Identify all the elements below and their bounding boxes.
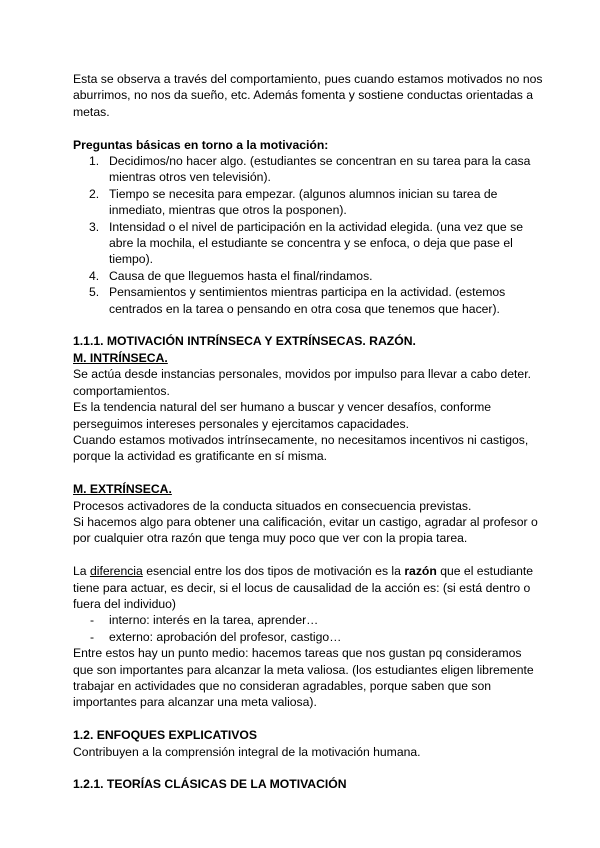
extrinseca-line: Procesos activadores de la conducta situados en consecuencia previstas. (73, 498, 472, 513)
extrinseca-line: Si hacemos algo para obtener una calificación, evitar un castigo, agradar al profesor o por cualquier otra razón que tenga muy poco que ver con la propia tarea. (73, 514, 538, 546)
section-heading-12: 1.2. ENFOQUES EXPLICATIVOS (73, 728, 257, 743)
section-heading-121: 1.2.1. TEORÍAS CLÁSICAS DE LA MOTIVACIÓN (73, 777, 347, 792)
document-page (73, 71, 543, 793)
list-item: - interno: interés en la tarea, aprender… (90, 613, 319, 628)
intrinseca-line: Se actúa desde instancias personales, movidos por impulso para llevar a cabo deter. comportamientos. (73, 367, 531, 398)
razon-word: razón (404, 564, 437, 579)
list-item: 1. Decidimos/no hacer algo. (estudiantes se concentran en su tarea para la casa mientras otros ven televisión). (89, 154, 531, 185)
difference-word: diferencia (89, 564, 143, 579)
difference-paragraph: La diferencia esencial entre los dos tipos de motivación es la razón que el estudiante tiene para actuar, es decir, si el locus de causalidad de la acción es: (si está dentro o fuera del individuo) (73, 564, 534, 611)
intrinseca-line: Cuando estamos motivados intrínsecamente, no necesitamos incentivos ni castigos, porque la actividad es gratificante en sí misma. (73, 432, 529, 464)
closing-paragraph: Entre estos hay un punto medio: hacemos tareas que nos gustan pq consideramos que son importantes para alcanzar la meta valiosa. (los estudiantes eligen libremente trabajar en actividades que no consideran agradables, porque saben que son importantes para alcanzar una meta valiosa). (73, 646, 534, 710)
list-item: 5. Pensamientos y sentimientos mientras participa en la actividad. (estemos centrados en la tarea o pensando en otra cosa que tenemos que hacer). (89, 285, 506, 316)
list-item: 4. Causa de que lleguemos hasta el final/rindamos. (89, 268, 373, 283)
intro-paragraph: Esta se observa a través del comportamiento, pues cuando estamos motivados no nos aburrimos, no nos da sueño, etc. Además fomenta y sostiene conductas orientadas a metas. (73, 72, 543, 119)
section-12-text: Contribuyen a la comprensión integral de la motivación humana. (73, 744, 421, 759)
locus-list (73, 612, 543, 645)
section-heading-111: 1.1.1. MOTIVACIÓN INTRÍNSECA Y EXTRÍNSECAS. RAZÓN. (73, 334, 416, 349)
intrinseca-title: M. INTRÍNSECA. (73, 350, 168, 365)
questions-list (73, 153, 543, 317)
list-item: - externo: aprobación del profesor, castigo… (90, 629, 342, 644)
list-item: 2. Tiempo se necesita para empezar. (algunos alumnos inician su tarea de inmediato, mientras que otros la posponen). (89, 186, 498, 218)
questions-heading: Preguntas básicas en torno a la motivación: (73, 137, 329, 152)
extrinseca-title: M. EXTRÍNSECA. (73, 482, 172, 497)
intrinseca-line: Es la tendencia natural del ser humano a buscar y vencer desafíos, conforme perseguimos intereses personales y ejercitamos capacidades. (73, 400, 491, 431)
list-item: 3. Intensidad o el nivel de participación en la actividad elegida. (una vez que se abre la mochila, el estudiante se concentra y se enfoca, o deja que pase el tiempo). (89, 219, 523, 267)
